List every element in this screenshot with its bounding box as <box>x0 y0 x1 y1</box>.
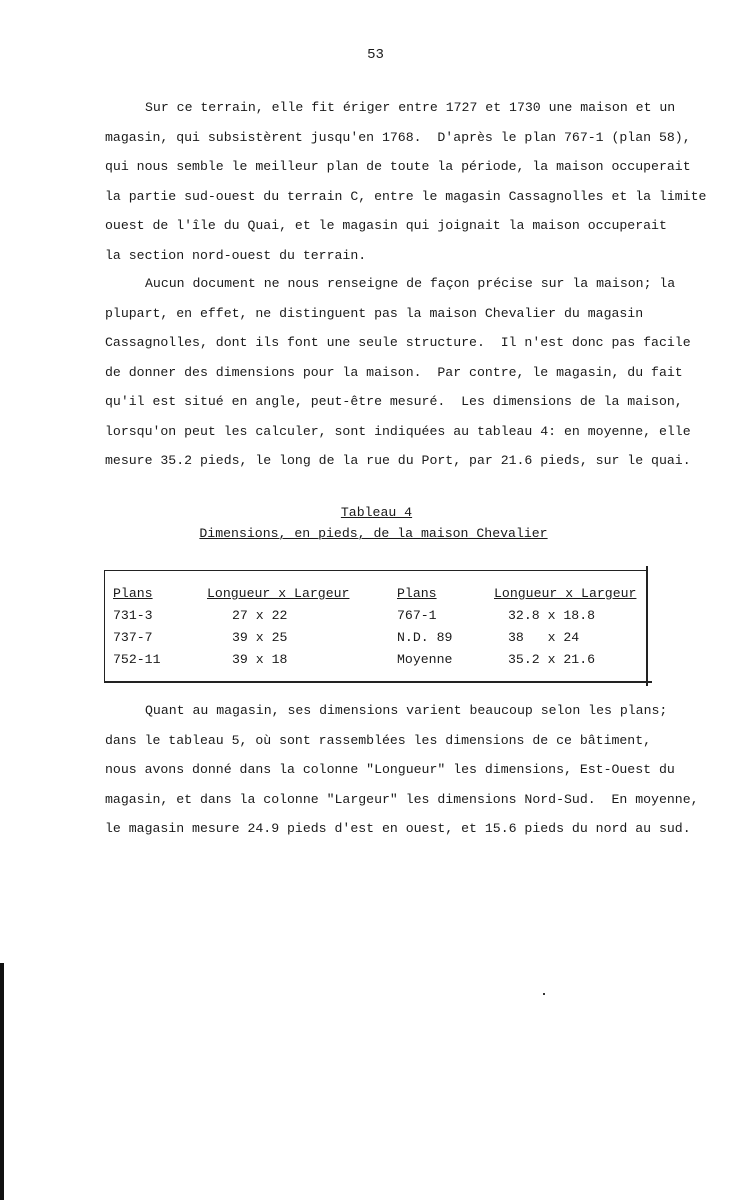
table-cell-dimensions: 38 x 24 <box>508 630 580 645</box>
table-number <box>4 505 745 520</box>
scan-margin-bar <box>0 963 4 1200</box>
table-cell-plan: Moyenne <box>397 652 453 667</box>
text-line: magasin, et dans la colonne "Largeur" les dimensions Nord-Sud. En moyenne, <box>105 791 699 807</box>
page-number <box>0 47 745 63</box>
paragraph-1 <box>105 93 707 270</box>
text-line: le magasin mesure 24.9 pieds d'est en ouest, et 15.6 pieds du nord au sud. <box>105 821 691 836</box>
scan-speck <box>543 993 545 995</box>
text-line: mesure 35.2 pieds, le long de la rue du Port, par 21.6 pieds, sur le quai. <box>105 453 691 468</box>
text-line: Cassagnolles, dont ils font une seule structure. Il n'est donc pas facile <box>105 335 691 350</box>
table-cell-dimensions: 27 x 22 <box>232 608 288 623</box>
table-title-text: Dimensions, en pieds, de la maison Chevalier <box>199 526 548 541</box>
table-cell-plan: 731-3 <box>113 608 153 623</box>
text-line: la partie sud-ouest du terrain C, entre le magasin Cassagnolles et la limite <box>105 188 707 204</box>
table-cell-dimensions: 32.8 x 18.8 <box>508 608 596 623</box>
column-header-dimensions: Longueur x Largeur <box>494 586 637 601</box>
table-cell-plan: N.D. 89 <box>397 630 453 645</box>
table-cell-plan: 737-7 <box>113 630 153 645</box>
column-header-plans: Plans <box>397 586 437 601</box>
paragraph-3 <box>105 696 699 844</box>
text-line: Sur ce terrain, elle fit ériger entre 1727 et 1730 une maison et un <box>145 100 676 115</box>
text-line: magasin, qui subsistèrent jusqu'en 1768. D'après le plan 767-1 (plan 58), <box>105 129 691 145</box>
table-bottom-rule <box>104 681 652 683</box>
text-line: lorsqu'on peut les calculer, sont indiquées au tableau 4: en moyenne, elle <box>105 423 691 439</box>
column-header-plans: Plans <box>113 586 153 601</box>
text-line: de donner des dimensions pour la maison. Par contre, le magasin, du fait <box>105 364 683 380</box>
table-cell-plan: 767-1 <box>397 608 437 623</box>
column-header-dimensions: Longueur x Largeur <box>207 586 350 601</box>
text-line: nous avons donné dans la colonne "Longueur" les dimensions, Est-Ouest du <box>105 762 675 777</box>
paragraph-2 <box>105 269 691 476</box>
text-line: qui nous semble le meilleur plan de toute la période, la maison occuperait <box>105 159 691 174</box>
text-line: la section nord-ouest du terrain. <box>105 247 367 263</box>
text-line: Aucun document ne nous renseigne de façon précise sur la maison; la <box>145 276 676 291</box>
table-cell-dimensions: 39 x 18 <box>232 652 288 667</box>
table-right-rule <box>646 566 648 686</box>
table-cell-dimensions: 35.2 x 21.6 <box>508 652 596 667</box>
text-line: plupart, en effet, ne distinguent pas la maison Chevalier du magasin <box>105 305 644 321</box>
table-cell-plan: 752-11 <box>113 652 161 667</box>
page-number-text: 53 <box>367 47 384 63</box>
table-title <box>1 526 745 541</box>
text-line: dans le tableau 5, où sont rassemblées les dimensions de ce bâtiment, <box>105 732 652 748</box>
table-cell-dimensions: 39 x 25 <box>232 630 288 645</box>
text-line: ouest de l'île du Quai, et le magasin qui joignait la maison occuperait <box>105 218 667 233</box>
text-line: qu'il est situé en angle, peut-être mesuré. Les dimensions de la maison, <box>105 394 683 409</box>
table-number-text: Tableau 4 <box>340 505 413 520</box>
text-line: Quant au magasin, ses dimensions varient beaucoup selon les plans; <box>145 703 668 718</box>
